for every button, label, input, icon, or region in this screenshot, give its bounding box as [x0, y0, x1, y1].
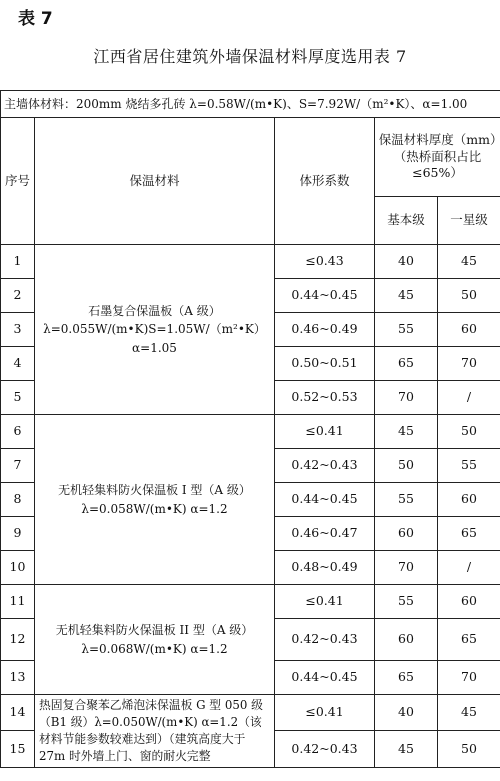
table-row — [1, 245, 500, 279]
one-star-thickness-cell: 65 — [438, 517, 500, 551]
one-star-thickness-cell: 60 — [438, 313, 500, 347]
header-basic-level: 基本级 — [375, 197, 438, 245]
thickness-table — [0, 90, 500, 768]
basic-thickness-cell: 45 — [375, 279, 438, 313]
material-cell: 热固复合聚苯乙烯泡沫保温板 G 型 050 级（B1 级）λ=0.050W/(m•K) α=1.2（该材料节能参数较难达到）（建筑高度大于 27m 时外墙上门、窗的耐火完整 — [35, 695, 275, 768]
basic-thickness-cell: 55 — [375, 585, 438, 619]
row-seq: 13 — [1, 661, 35, 695]
basic-thickness-cell: 40 — [375, 695, 438, 731]
row-seq: 14 — [1, 695, 35, 731]
shape-coefficient-cell: 0.44~0.45 — [275, 483, 375, 517]
row-seq: 9 — [1, 517, 35, 551]
one-star-thickness-cell: 65 — [438, 619, 500, 661]
basic-thickness-cell: 60 — [375, 517, 438, 551]
shape-coefficient-cell: 0.46~0.49 — [275, 313, 375, 347]
shape-coefficient-cell: 0.42~0.43 — [275, 449, 375, 483]
header-material: 保温材料 — [35, 118, 275, 245]
header-one-star: 一星级 — [438, 197, 500, 245]
basic-thickness-cell: 70 — [375, 551, 438, 585]
shape-coefficient-cell: ≤0.41 — [275, 585, 375, 619]
material-cell: 无机轻集料防火保温板 I 型（A 级）λ=0.058W/(m•K) α=1.2 — [35, 415, 275, 585]
basic-thickness-cell: 65 — [375, 661, 438, 695]
shape-coefficient-cell: 0.52~0.53 — [275, 381, 375, 415]
row-seq: 7 — [1, 449, 35, 483]
shape-coefficient-cell: 0.46~0.47 — [275, 517, 375, 551]
basic-thickness-cell: 45 — [375, 415, 438, 449]
one-star-thickness-cell: 70 — [438, 347, 500, 381]
one-star-thickness-cell: 50 — [438, 415, 500, 449]
row-seq: 4 — [1, 347, 35, 381]
row-seq: 10 — [1, 551, 35, 585]
one-star-thickness-cell: 50 — [438, 279, 500, 313]
header-shape-coefficient: 体形系数 — [275, 118, 375, 245]
one-star-thickness-cell: 45 — [438, 245, 500, 279]
basic-thickness-cell: 55 — [375, 313, 438, 347]
one-star-thickness-cell: 70 — [438, 661, 500, 695]
shape-coefficient-cell: 0.44~0.45 — [275, 661, 375, 695]
row-seq: 3 — [1, 313, 35, 347]
shape-coefficient-cell: 0.48~0.49 — [275, 551, 375, 585]
row-seq: 8 — [1, 483, 35, 517]
shape-coefficient-cell: ≤0.41 — [275, 415, 375, 449]
header-seq: 序号 — [1, 118, 35, 245]
header-thickness: 保温材料厚度（mm）（热桥面积占比≤65%） — [375, 118, 500, 197]
one-star-thickness-cell: 60 — [438, 483, 500, 517]
table-label: 表 7 — [18, 9, 53, 29]
row-seq: 5 — [1, 381, 35, 415]
shape-coefficient-cell: 0.50~0.51 — [275, 347, 375, 381]
shape-coefficient-cell: 0.42~0.43 — [275, 730, 375, 768]
page-title: 江西省居住建筑外墙保温材料厚度选用表 7 — [93, 47, 407, 66]
basic-thickness-cell: 50 — [375, 449, 438, 483]
table-row — [1, 415, 500, 449]
table-row — [1, 695, 500, 731]
one-star-thickness-cell: / — [438, 551, 500, 585]
row-seq: 15 — [1, 730, 35, 768]
table-row — [1, 585, 500, 619]
material-cell: 石墨复合保温板（A 级）λ=0.055W/(m•K)S=1.05W/（m²•K）α=1.05 — [35, 245, 275, 415]
shape-coefficient-cell: ≤0.41 — [275, 695, 375, 731]
row-seq: 6 — [1, 415, 35, 449]
basic-thickness-cell: 65 — [375, 347, 438, 381]
row-seq: 2 — [1, 279, 35, 313]
one-star-thickness-cell: 60 — [438, 585, 500, 619]
basic-thickness-cell: 60 — [375, 619, 438, 661]
row-seq: 11 — [1, 585, 35, 619]
one-star-thickness-cell: 55 — [438, 449, 500, 483]
one-star-thickness-cell: 45 — [438, 695, 500, 731]
row-seq: 1 — [1, 245, 35, 279]
shape-coefficient-cell: 0.42~0.43 — [275, 619, 375, 661]
one-star-thickness-cell: 50 — [438, 730, 500, 768]
basic-thickness-cell: 70 — [375, 381, 438, 415]
basic-thickness-cell: 45 — [375, 730, 438, 768]
basic-thickness-cell: 55 — [375, 483, 438, 517]
shape-coefficient-cell: ≤0.43 — [275, 245, 375, 279]
main-wall-material: 主墙体材料：200mm 烧结多孔砖 λ=0.58W/(m•K)、S=7.92W/（m²•K）、α=1.00 — [1, 91, 500, 118]
shape-coefficient-cell: 0.44~0.45 — [275, 279, 375, 313]
one-star-thickness-cell: / — [438, 381, 500, 415]
basic-thickness-cell: 40 — [375, 245, 438, 279]
material-cell: 无机轻集料防火保温板 II 型（A 级）λ=0.068W/(m•K) α=1.2 — [35, 585, 275, 695]
row-seq: 12 — [1, 619, 35, 661]
